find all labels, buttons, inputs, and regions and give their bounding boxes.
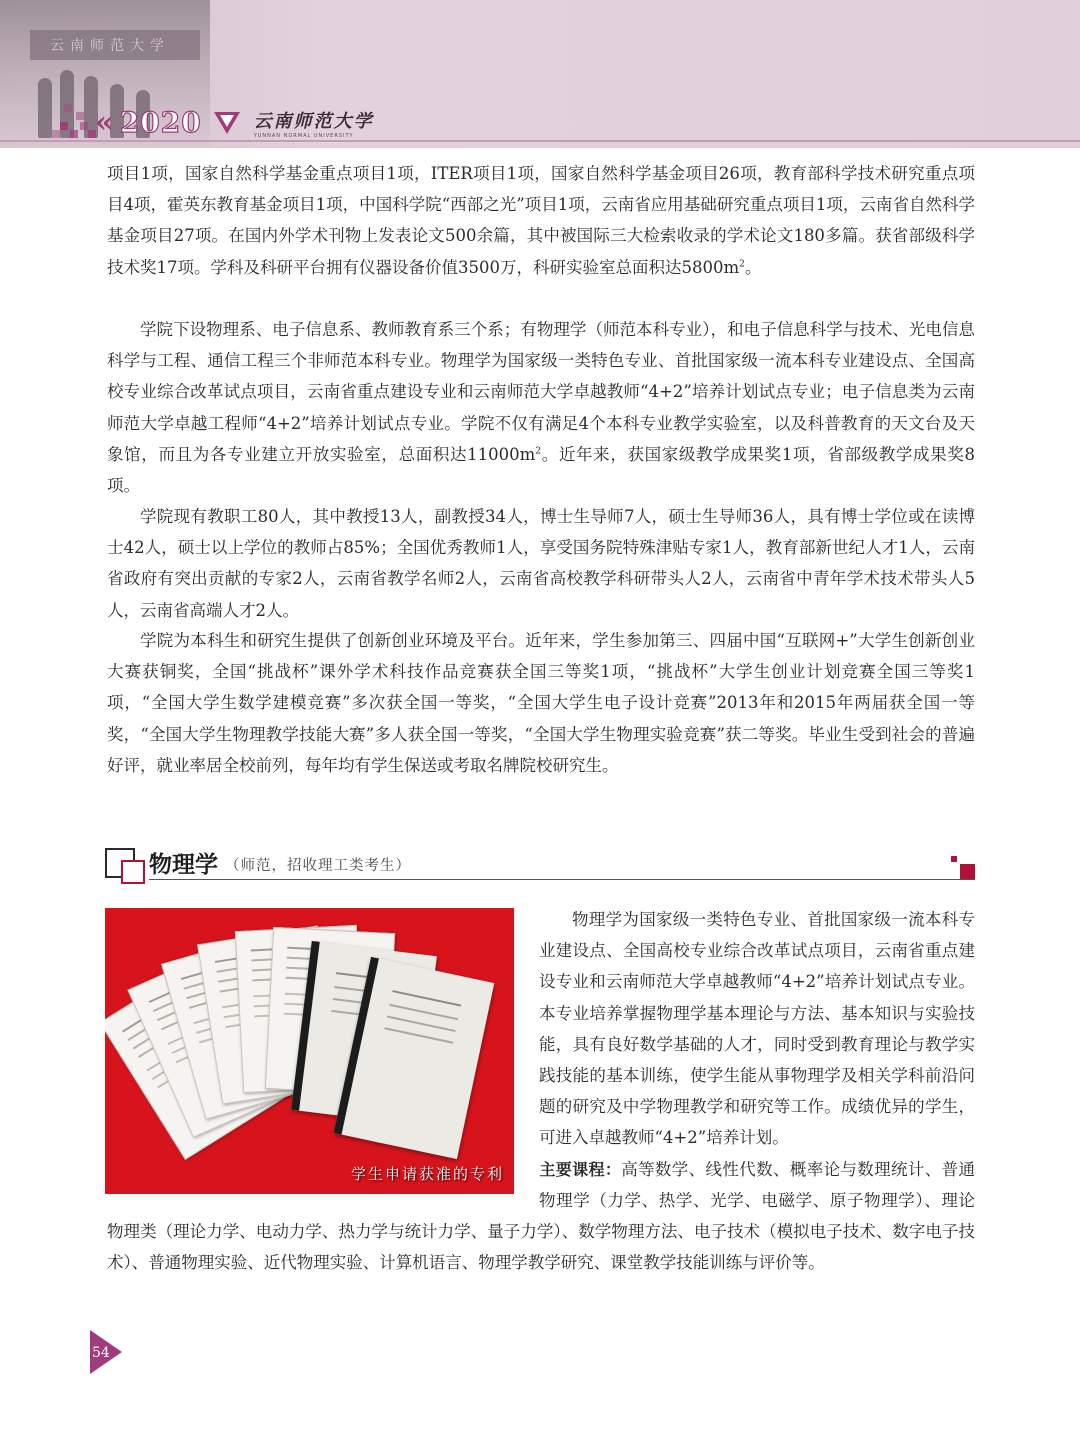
header-logo-group — [95, 106, 374, 139]
section-square-icon — [121, 860, 145, 884]
header-rule — [0, 140, 1080, 142]
pixel-decoration — [52, 130, 60, 138]
page-header — [0, 0, 1080, 148]
courses-label: 主要课程： — [539, 1159, 622, 1179]
pixel-decoration — [80, 122, 88, 130]
university-name-en: YUNNAN NORMAL UNIVERSITY — [253, 132, 354, 139]
pixel-decoration — [60, 122, 68, 130]
image-float-spacer — [107, 904, 539, 1186]
page-number: 54 — [92, 1345, 110, 1361]
university-name-cn: 云南师范大学 — [253, 110, 374, 132]
section-subtitle: （师范，招收理工类考生） — [225, 858, 411, 874]
paragraph-innovation: 学院为本科生和研究生提供了创新创业环境及平台。近年来，学生参加第三、四届中国“互联网+”大学生创新创业大赛获铜奖，全国“挑战杯”课外学术科技作品竞赛获全国三等奖1项，“挑战杯”大学生创业计划竞赛全国三等奖1项，“全国大学生数学建模竞赛”多次获全国一等奖，“全国大学生电子设计竞赛”2013年和2015年两届获全国一等奖，“全国大学生物理教学技能大赛”多人获全国一等奖，“全国大学生物理实验竞赛”获二等奖。毕业生受到社会的普遍好评，就业率居全校前列，每年均有学生保送或考取名牌院校研究生。 — [107, 631, 975, 775]
pixel-decoration — [76, 112, 84, 120]
paragraph-research: 项目1项，国家自然科学基金重点项目1项，ITER项目1项，国家自然科学基金项目26项，教育部科学技术研究重点项目4项，霍英东教育基金项目1项，中国科学院“西部之光”项目1项，云南省应用基础研究重点项目1项，云南省自然科学基金项目27项。在国内外学术刊物上发表论文500余篇，其中被国际三大检索收录的学术论文180多篇。获省部级科学技术奖17项。学科及科研平台拥有仪器设备价值3500万，科研实验室总面积达$5800m^2$。 — [107, 164, 975, 277]
statue-figure — [38, 78, 52, 138]
section-underline — [149, 879, 975, 880]
triangle-icon — [214, 112, 240, 134]
section-header — [105, 846, 975, 884]
pixel-decoration — [70, 130, 78, 138]
courses-list: 高等数学、线性代数、概率论与数理统计、普通物理学（力学、热学、光学、电磁学、原子物理学）、理论物理类（理论力学、电动力学、热力学与统计力学、量子力学）、数学物理方法、电子技术（模拟电子技术、数字电子技术）、普通物理实验、近代物理实验、计算机语言、物理学教学研究、课堂教学技能训练与评价等。 — [107, 1159, 975, 1273]
paragraph-departments: 学院下设物理系、电子信息系、教师教育系三个系；有物理学（师范本科专业），和电子信息科学与技术、光电信息科学与工程、通信工程三个非师范本科专业。物理学为国家级一类特色专业、首批国家级一流本科专业建设点、全国高校专业综合改革试点项目，云南省重点建设专业和云南师范大学卓越教师“4+2”培养计划试点专业；电子信息类为云南师范大学卓越工程师“4+2”培养计划试点专业。学院不仅有满足4个本科专业教学实验室，以及科普教育的天文台及天象馆，而且为各专业建立开放实验室，总面积达$11000m^2$。近年来，获国家级教学成果奖1项，省部级教学成果奖8项。 — [107, 320, 975, 496]
pixel-decoration — [960, 864, 975, 879]
gate-inscription: 云南师范大学 — [50, 38, 170, 54]
pixel-decoration — [951, 856, 957, 862]
pixel-decoration — [64, 104, 72, 112]
section-title: 物理学 — [149, 852, 218, 878]
paragraph-faculty: 学院现有教职工80人，其中教授13人，副教授34人，博士生导师7人，硕士生导师36人，具有博士学位或在读博士42人，硕士以上学位的教师占85%；全国优秀教师1人，享受国务院特殊津贴专家1人，教育部新世纪人才1人，云南省政府有突出贡献的专家2人，云南省教学名师2人，云南省高校教学科研带头人2人，云南省中青年学术技术带头人5人，云南省高端人才2人。 — [107, 507, 975, 620]
image-caption: 学生申请获准的专利 — [350, 1165, 504, 1183]
header-year: 2020 — [119, 106, 202, 139]
superscript-2: 2 — [739, 259, 745, 270]
superscript-2: 2 — [535, 446, 542, 457]
university-logo — [254, 107, 374, 139]
section-body: 物理学为国家级一类特色专业、首批国家级一流本科专业建设点、全国高校专业综合改革试点项目，云南省重点建设专业和云南师范大学卓越教师“4+2”培养计划试点专业。本专业培养掌握物理学基本理论与方法、基本知识与实验技能，具有良好数学基础的人才，同时受到教育理论与教学实践技能的基本训练，使学生能从事物理学及相关学科前沿问题的研究及中学物理教学和研究等工作。成绩优异的学生，可进入卓越教师“4+2”培养计划。 主要课程：高等数学、线性代数、概率论与数理统计、普通物理学（力学、热学、光学、电磁学、原子物理学）、理论物理类（理论力学、电动力学、热力学与统计力学、量子力学）、数学物理方法、电子技术（模拟电子技术、数字电子技术）、普通物理实验、近代物理实验、计算机语言、物理学教学研究、课堂教学技能训练与评价等。 — [107, 904, 975, 1278]
double-chevron-icon: « — [95, 104, 114, 140]
